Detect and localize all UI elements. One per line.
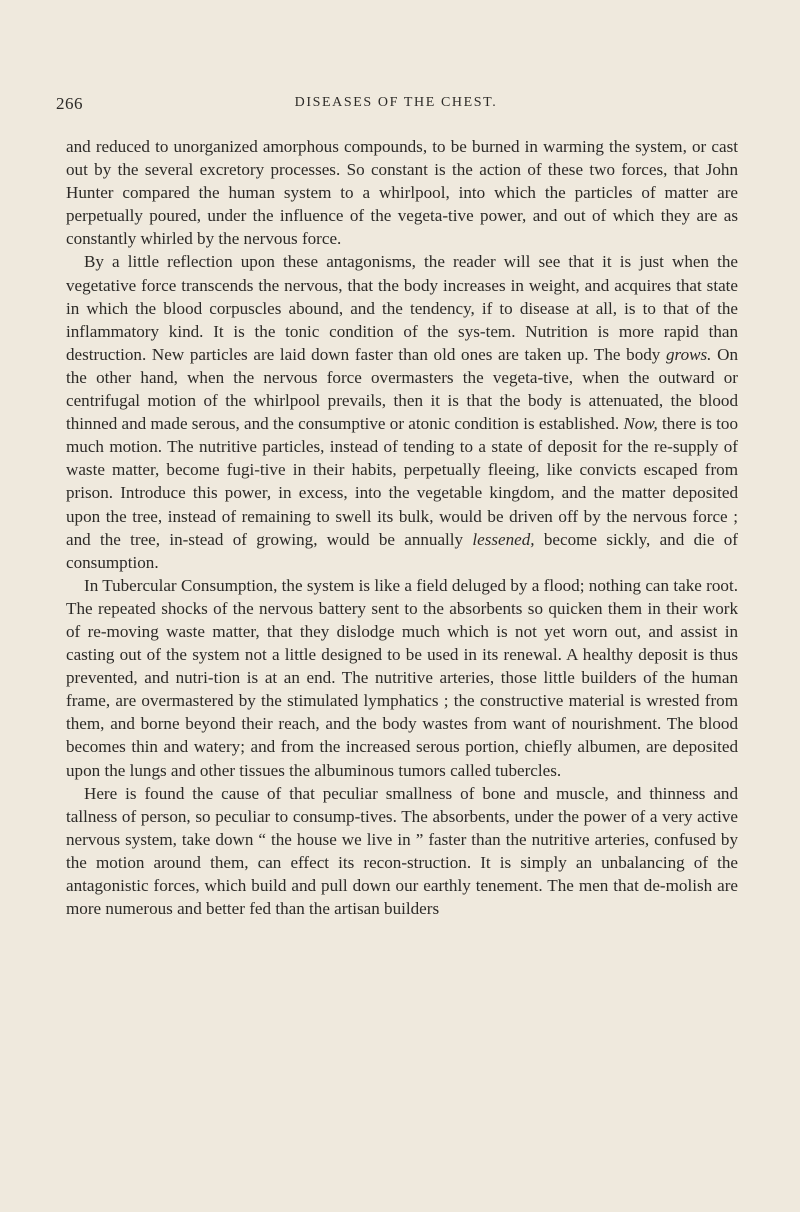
body-text	[66, 135, 738, 920]
italic-text: grows.	[666, 344, 712, 364]
page-number: 266	[56, 94, 83, 113]
paragraph	[66, 574, 738, 782]
paragraph	[66, 250, 738, 573]
paragraph	[66, 135, 738, 250]
text-segment: Here is found the cause of that peculiar smallness of bone and muscle, and thinness and tallness of person, so peculiar to consump-tives. The absorbents, under the power of a very active nervous system, take down “ the house we live in ” faster than the nutritive arteries, confused by the motion around them, can effect its recon-struction. It is simply an unbalancing of the antagonistic forces, which build and pull down our earthly tenement. The men that de-molish are more numerous and better fed than the artisan builders	[66, 783, 738, 919]
text-segment: In Tubercular Consumption, the system is like a field deluged by a flood; nothing can take root. The repeated shocks of the nervous battery sent to the absorbents so quicken them in their work of re-moving waste matter, that they dislodge much which is not yet worn out, and assist in casting out of the system not a little designed to be used in its renewal. A healthy deposit is thus prevented, and nutri-tion is at an end. The nutritive arteries, those little builders of the human frame, are overmastered by the stimulated lymphatics ; the constructive material is wrested from them, and borne beyond their reach, and the body wastes from want of nourishment. The blood becomes thin and watery; and from the increased serous portion, chiefly albumen, are deposited upon the lungs and other tissues the albuminous tumors called tubercles.	[66, 575, 738, 780]
italic-text: Now,	[623, 414, 658, 434]
text-segment: On the other hand, when the nervous force overmasters the vegeta-tive, when the outward or centrifugal motion of the whirlpool prevails, then it is that the body is attenuated, the blood thinned and made serous, and the consumptive or atonic condition is established.	[66, 344, 738, 434]
text-segment: and reduced to unorganized amorphous compounds, to be burned in warming the system, or cast out by the several excretory processes. So constant is the action of these two forces, that John Hunter compared the human system to a whirlpool, into which the particles of matter are perpetually poured, under the influence of the vegeta-tive power, and out of which they are as constantly whirled by the nervous force.	[66, 137, 738, 249]
text-segment: become sickly, and die of consumption.	[66, 529, 738, 572]
paragraph	[66, 782, 738, 921]
italic-text: lessened,	[472, 529, 535, 549]
text-segment: there is too much motion. The nutritive particles, instead of tending to a state of deposit for the re-supply of waste matter, become fugi-tive in their habits, perpetually fleeing, like convicts escaped from prison. Introduce this power, in excess, into the vegetable kingdom, and the matter deposited upon the tree, instead of remaining to swell its bulk, would be driven off by the nervous force ; and the tree, in-stead of growing, would be annually	[66, 414, 738, 549]
running-head: DISEASES OF THE CHEST.	[294, 95, 498, 110]
page-header	[56, 94, 736, 120]
text-segment: By a little reflection upon these antagonisms, the reader will see that it is just when the vegetative force transcends the nervous, that the body increases in weight, and acquires that state in which the blood corpuscles abound, and the tendency, if to disease at all, is to that of the inflammatory kind. It is the tonic condition of the sys-tem. Nutrition is more rapid than destruction. New particles are laid down faster than old ones are taken up. The body	[66, 252, 738, 364]
